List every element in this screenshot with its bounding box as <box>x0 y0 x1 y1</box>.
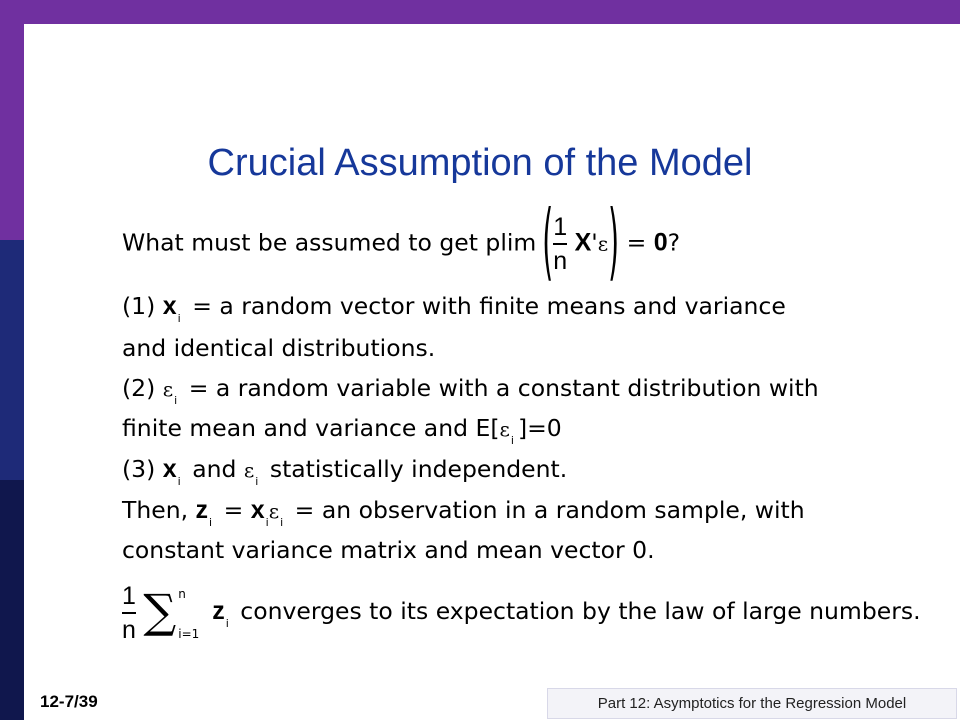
assumption-3-label: (3) <box>122 455 163 483</box>
subscript-i: i <box>177 475 181 488</box>
law-of-large-numbers-line <box>122 576 921 645</box>
question-mark: ? <box>667 228 681 257</box>
subscript-i: i <box>209 516 213 529</box>
assumption-2-continued <box>122 414 562 447</box>
fraction-one-over-n <box>122 581 136 645</box>
question-lead: What must be assumed to get plim <box>122 228 537 257</box>
summation-limits <box>176 583 212 643</box>
transpose-mark: ' <box>591 228 598 257</box>
matrix-x: X <box>574 228 592 257</box>
subscript-i: i <box>174 394 178 407</box>
slide-title: Crucial Assumption of the Model <box>207 142 753 184</box>
fraction-denominator: n <box>553 247 568 275</box>
assumption-1-text: = a random vector with finite means and variance <box>192 292 786 320</box>
subscript-i: i <box>255 475 259 488</box>
equals-sign: = <box>626 228 654 257</box>
subscript-i: i <box>225 617 229 630</box>
open-paren: ( <box>542 191 554 291</box>
epsilon-symbol: ε <box>597 231 609 256</box>
fraction-numerator: 1 <box>122 581 136 610</box>
conjunction-and: and <box>192 455 244 483</box>
expectation-end: ]=0 <box>517 414 562 442</box>
assumption-2-line <box>122 374 819 407</box>
zero-vector: 0 <box>653 228 668 257</box>
subscript-i: i <box>265 516 269 529</box>
assumption-2-text-continued: finite mean and variance and E[ <box>122 414 500 442</box>
fraction-numerator: 1 <box>553 213 568 241</box>
summation-upper-limit: n <box>178 586 186 601</box>
then-text: = an observation in a random sample, with <box>294 496 805 524</box>
vector-x: x <box>162 292 177 320</box>
summation-lower-limit: i=1 <box>178 626 200 641</box>
subscript-i: i <box>177 312 181 325</box>
part-label: Part 12: Asymptotics for the Regression Model <box>547 688 957 719</box>
left-accent-bar-bottom <box>0 480 24 720</box>
assumption-3-line <box>122 455 568 488</box>
subscript-i: i <box>280 516 284 529</box>
fraction-denominator: n <box>122 615 136 644</box>
assumption-1-line <box>122 292 786 325</box>
epsilon-symbol: ε <box>162 377 174 401</box>
subscript-i: i <box>510 434 514 447</box>
vector-x: x <box>162 455 177 483</box>
then-continued: constant variance matrix and mean vector 0. <box>122 536 655 564</box>
left-accent-bar-top <box>0 0 24 240</box>
top-accent-bar <box>24 0 960 24</box>
epsilon-symbol: ε <box>268 499 280 523</box>
law-of-large-numbers-text: converges to its expectation by the law of large numbers. <box>240 597 921 625</box>
equals-sign: = <box>223 496 251 524</box>
epsilon-symbol: ε <box>499 417 510 441</box>
then-lead: Then, <box>122 496 196 524</box>
fraction-one-over-n <box>553 212 567 276</box>
assumption-2-label: (2) <box>122 374 163 402</box>
epsilon-symbol: ε <box>243 458 255 482</box>
assumption-3-text: statistically independent. <box>269 455 568 483</box>
left-accent-bar-middle <box>0 240 24 480</box>
slide-number: 12-7/39 <box>40 692 98 711</box>
vector-x: x <box>250 496 265 524</box>
fraction-bar <box>553 243 567 245</box>
then-line <box>122 496 805 529</box>
close-paren: ) <box>608 191 620 291</box>
assumption-1-continued: and identical distributions. <box>122 334 436 362</box>
assumption-2-text: = a random variable with a constant distribution with <box>188 374 819 402</box>
question-line <box>122 191 681 291</box>
summation-sign: ∑ <box>143 584 177 638</box>
fraction-bar <box>122 612 136 614</box>
vector-z: z <box>195 496 209 524</box>
assumption-1-label: (1) <box>122 292 163 320</box>
vector-z: z <box>212 597 225 625</box>
